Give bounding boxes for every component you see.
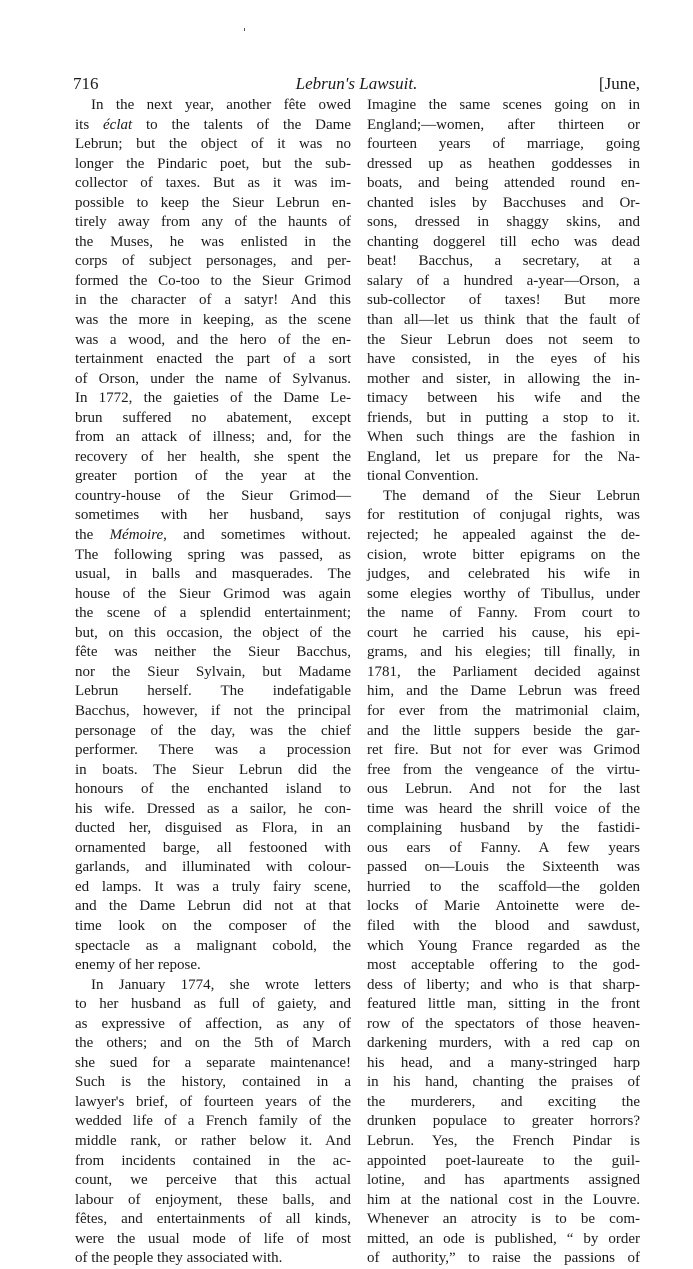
text-line: than all—let us think that the fault of [367, 312, 640, 329]
text-line: chanted isles by Bacchuses and Or- [367, 194, 640, 211]
text-line: ed lamps. It was a truly fairy scene, [75, 878, 351, 895]
text-line: chanting doggerel till echo was dead [367, 233, 640, 250]
text-line: sons, dressed in shaggy skins, and [367, 214, 640, 231]
text-line: longer the Pindaric poet, but the sub- [75, 155, 351, 172]
text-line: beat! Bacchus, a secretary, at a [367, 253, 640, 270]
text-line: enemy of her repose. [75, 957, 201, 974]
text-line: 1781, the Parliament decided against [367, 663, 640, 680]
text-line: as expressive of affection, as any of [75, 1015, 351, 1032]
text-line: she sued for a separate maintenance! [75, 1054, 351, 1071]
text-line: his wife. Dressed as a sailor, he con- [75, 800, 351, 817]
text-line: When such things are the fashion in [367, 429, 640, 446]
text-line: Bacchus, however, if not the principal [75, 702, 351, 719]
text-line: most acceptable offering to the god- [367, 957, 640, 974]
text-line: darkening murders, with a red cap on [367, 1035, 640, 1052]
text-line: complaining husband by the fastidi- [367, 820, 640, 837]
text-line: ornamented barge, all festooned with [75, 839, 351, 856]
issue-month: [June, [598, 74, 640, 93]
text-line: but, on this occasion, the object of the [75, 624, 351, 641]
text-line: free from the vengeance of the virtu- [367, 761, 640, 778]
text-line: mother and sister, in allowing the in- [367, 370, 640, 387]
text-line: ret fire. But not for ever was Grimod [367, 742, 640, 759]
text-line: honours of the enchanted island to [75, 781, 351, 798]
text-line: house of the Sieur Grimod was again [75, 585, 351, 602]
text-line: the Sieur Lebrun does not seem to [367, 331, 640, 348]
text-line: England;—women, after thirteen or [367, 116, 640, 133]
text-line: The demand of the Sieur Lebrun [383, 487, 640, 504]
text-line: rejected; he appealed against the de- [367, 527, 640, 544]
text-line: mitted, an ode is published, “ by order [367, 1230, 640, 1247]
text-line: grams, and his elegies; till finally, in [367, 644, 640, 661]
text-line: formed the Co-too to the Sieur Grimod [75, 272, 351, 289]
text-line: Such is the history, contained in a [75, 1074, 351, 1091]
text-line: count, we perceive that this actual [75, 1172, 351, 1189]
text-line: Lebrun; but the object of it was no [75, 136, 351, 153]
printer-mark: ' [243, 26, 247, 39]
text-line: dressed up as heathen goddesses in [367, 155, 640, 172]
text-line: hurried to the scaffold—the golden [367, 878, 640, 895]
text-line: salary of a hundred a-year—Orson, a [367, 272, 640, 289]
text-line: personage of the day, was the chief [75, 722, 351, 739]
text-line: cision, wrote bitter epigrams on the [367, 546, 640, 563]
text-line: from incidents contained in the ac- [75, 1152, 351, 1169]
text-line: featured little man, sitting in the front [367, 996, 640, 1013]
text-line: recovery of her health, she spent the [75, 448, 351, 465]
text-line: him, and the Dame Lebrun was freed [367, 683, 640, 700]
text-line: tirely away from any of the haunts of [75, 214, 351, 231]
text-line: ducted her, disguised as Flora, in an [75, 820, 351, 837]
text-line: usual, in balls and masquerades. The [75, 566, 351, 583]
text-line: in boats. The Sieur Lebrun did the [75, 761, 351, 778]
text-line: for ever from the matrimonial claim, [367, 702, 640, 719]
text-line: dess of liberty; and who is that sharp- [367, 976, 640, 993]
text-line: from an attack of illness; and, for the [75, 429, 351, 446]
text-line: boats, and being attended round en- [367, 175, 640, 192]
text-line: friends, but in putting a stop to it. [367, 409, 640, 426]
text-line: were the usual mode of life of most [75, 1230, 351, 1247]
text-line: In January 1774, she wrote letters [91, 976, 351, 993]
text-line: ous ears of Fanny. A few years [367, 839, 640, 856]
text-line: timacy between his wife and the [367, 390, 640, 407]
text-line: row of the spectators of those heaven- [367, 1015, 640, 1032]
text-line: tertainment enacted the part of a sort [75, 351, 351, 368]
text-line: its éclat to the talents of the Dame [75, 116, 351, 133]
running-header [73, 74, 640, 94]
text-line: Imagine the same scenes going on in [367, 97, 640, 113]
text-line: time look on the composer of the [75, 917, 351, 934]
text-line: England, let us prepare for the Na- [367, 448, 640, 465]
text-line: garlands, and illuminated with colour- [75, 859, 351, 876]
text-line: middle rank, or rather below it. And [75, 1132, 351, 1149]
text-line: of the people they associated with. [75, 1250, 283, 1267]
text-line: The following spring was passed, as [75, 546, 351, 563]
text-line: court he carried his cause, his epi- [367, 624, 640, 641]
text-line: drunken populace to greater horrors? [367, 1113, 640, 1130]
text-line: Whenever an atrocity is to be com- [367, 1211, 640, 1228]
text-line: judges, and celebrated his wife in [367, 566, 640, 583]
text-line: tional Convention. [367, 468, 479, 485]
page-number: 716 [73, 74, 99, 93]
text-line: which Young France regarded as the [367, 937, 640, 954]
text-line: sub-collector of taxes! But more [367, 292, 640, 309]
text-line: labour of enjoyment, these balls, and [75, 1191, 351, 1208]
text-line: the Muses, he was enlisted in the [75, 233, 351, 250]
text-line: in the character of a satyr! And this [75, 292, 351, 309]
text-line: fourteen years of marriage, going [367, 136, 640, 153]
text-line: and the Dame Lebrun did not at that [75, 898, 351, 915]
text-line: lawyer's brief, of fourteen years of the [75, 1093, 351, 1110]
text-line: some elegies worthy of Tibullus, under [367, 585, 640, 602]
text-line: nor the Sieur Sylvain, but Madame [75, 663, 351, 680]
text-line: lotine, and has apartments assigned [367, 1172, 640, 1189]
right-text-column [367, 96, 640, 1269]
text-line: his head, and a many-stringed harp [367, 1054, 640, 1071]
text-line: spectacle as a malignant cobold, the [75, 937, 351, 954]
text-line: the murderers, and exciting the [367, 1093, 640, 1110]
text-line: and the little suppers beside the gar- [367, 722, 640, 739]
text-line: fêtes, and entertainments of all kinds, [75, 1211, 351, 1228]
text-line: appointed poet-laureate to the guil- [367, 1152, 640, 1169]
left-text-column [75, 96, 351, 1269]
text-line: him at the national cost in the Louvre. [367, 1191, 640, 1208]
text-line: have consisted, in the eyes of his [367, 351, 640, 368]
text-line: was a wood, and the hero of the en- [75, 331, 351, 348]
text-line: in his hand, chanting the praises of [367, 1074, 640, 1091]
text-line: sometimes with her husband, says [75, 507, 351, 524]
text-line: the Mémoire, and sometimes without. [75, 527, 352, 544]
text-line: collector of taxes. But as it was im- [75, 175, 351, 192]
text-line: passed on—Louis the Sixteenth was [367, 859, 640, 876]
text-line: possible to keep the Sieur Lebrun en- [75, 194, 351, 211]
running-title: Lebrun's Lawsuit. [295, 74, 418, 93]
text-line: to her husband as full of gaiety, and [75, 996, 351, 1013]
text-line: the scene of a splendid entertainment; [75, 605, 351, 622]
text-line: fête was neither the Sieur Bacchus, [75, 644, 351, 661]
text-line: the name of Fanny. From court to [367, 605, 640, 622]
text-line: time was heard the shrill voice of the [367, 800, 640, 817]
text-line: greater portion of the year at the [75, 468, 351, 485]
text-line: In the next year, another fête owed [91, 97, 351, 113]
text-line: of authority,” to raise the passions of [367, 1250, 640, 1267]
text-line: wedded life of a French family of the [75, 1113, 351, 1130]
text-line: In 1772, the gaieties of the Dame Le- [75, 390, 351, 407]
text-line: performer. There was a procession [75, 742, 351, 759]
text-line: ous Lebrun. And not for the last [367, 781, 640, 798]
text-line: Lebrun. Yes, the French Pindar is [367, 1132, 640, 1149]
text-line: Lebrun herself. The indefatigable [75, 683, 351, 700]
text-line: for restitution of conjugal rights, was [367, 507, 640, 524]
text-line: the others; and on the 5th of March [75, 1035, 351, 1052]
text-line: was the more in keeping, as the scene [75, 312, 351, 329]
text-line: corps of subject personages, and per- [75, 253, 351, 270]
text-line: country-house of the Sieur Grimod— [75, 487, 351, 504]
text-line: of Orson, under the name of Sylvanus. [75, 370, 351, 387]
text-line: brun suffered no abatement, except [75, 409, 351, 426]
text-line: locks of Marie Antoinette were de- [367, 898, 640, 915]
text-line: filed with the blood and sawdust, [367, 917, 640, 934]
